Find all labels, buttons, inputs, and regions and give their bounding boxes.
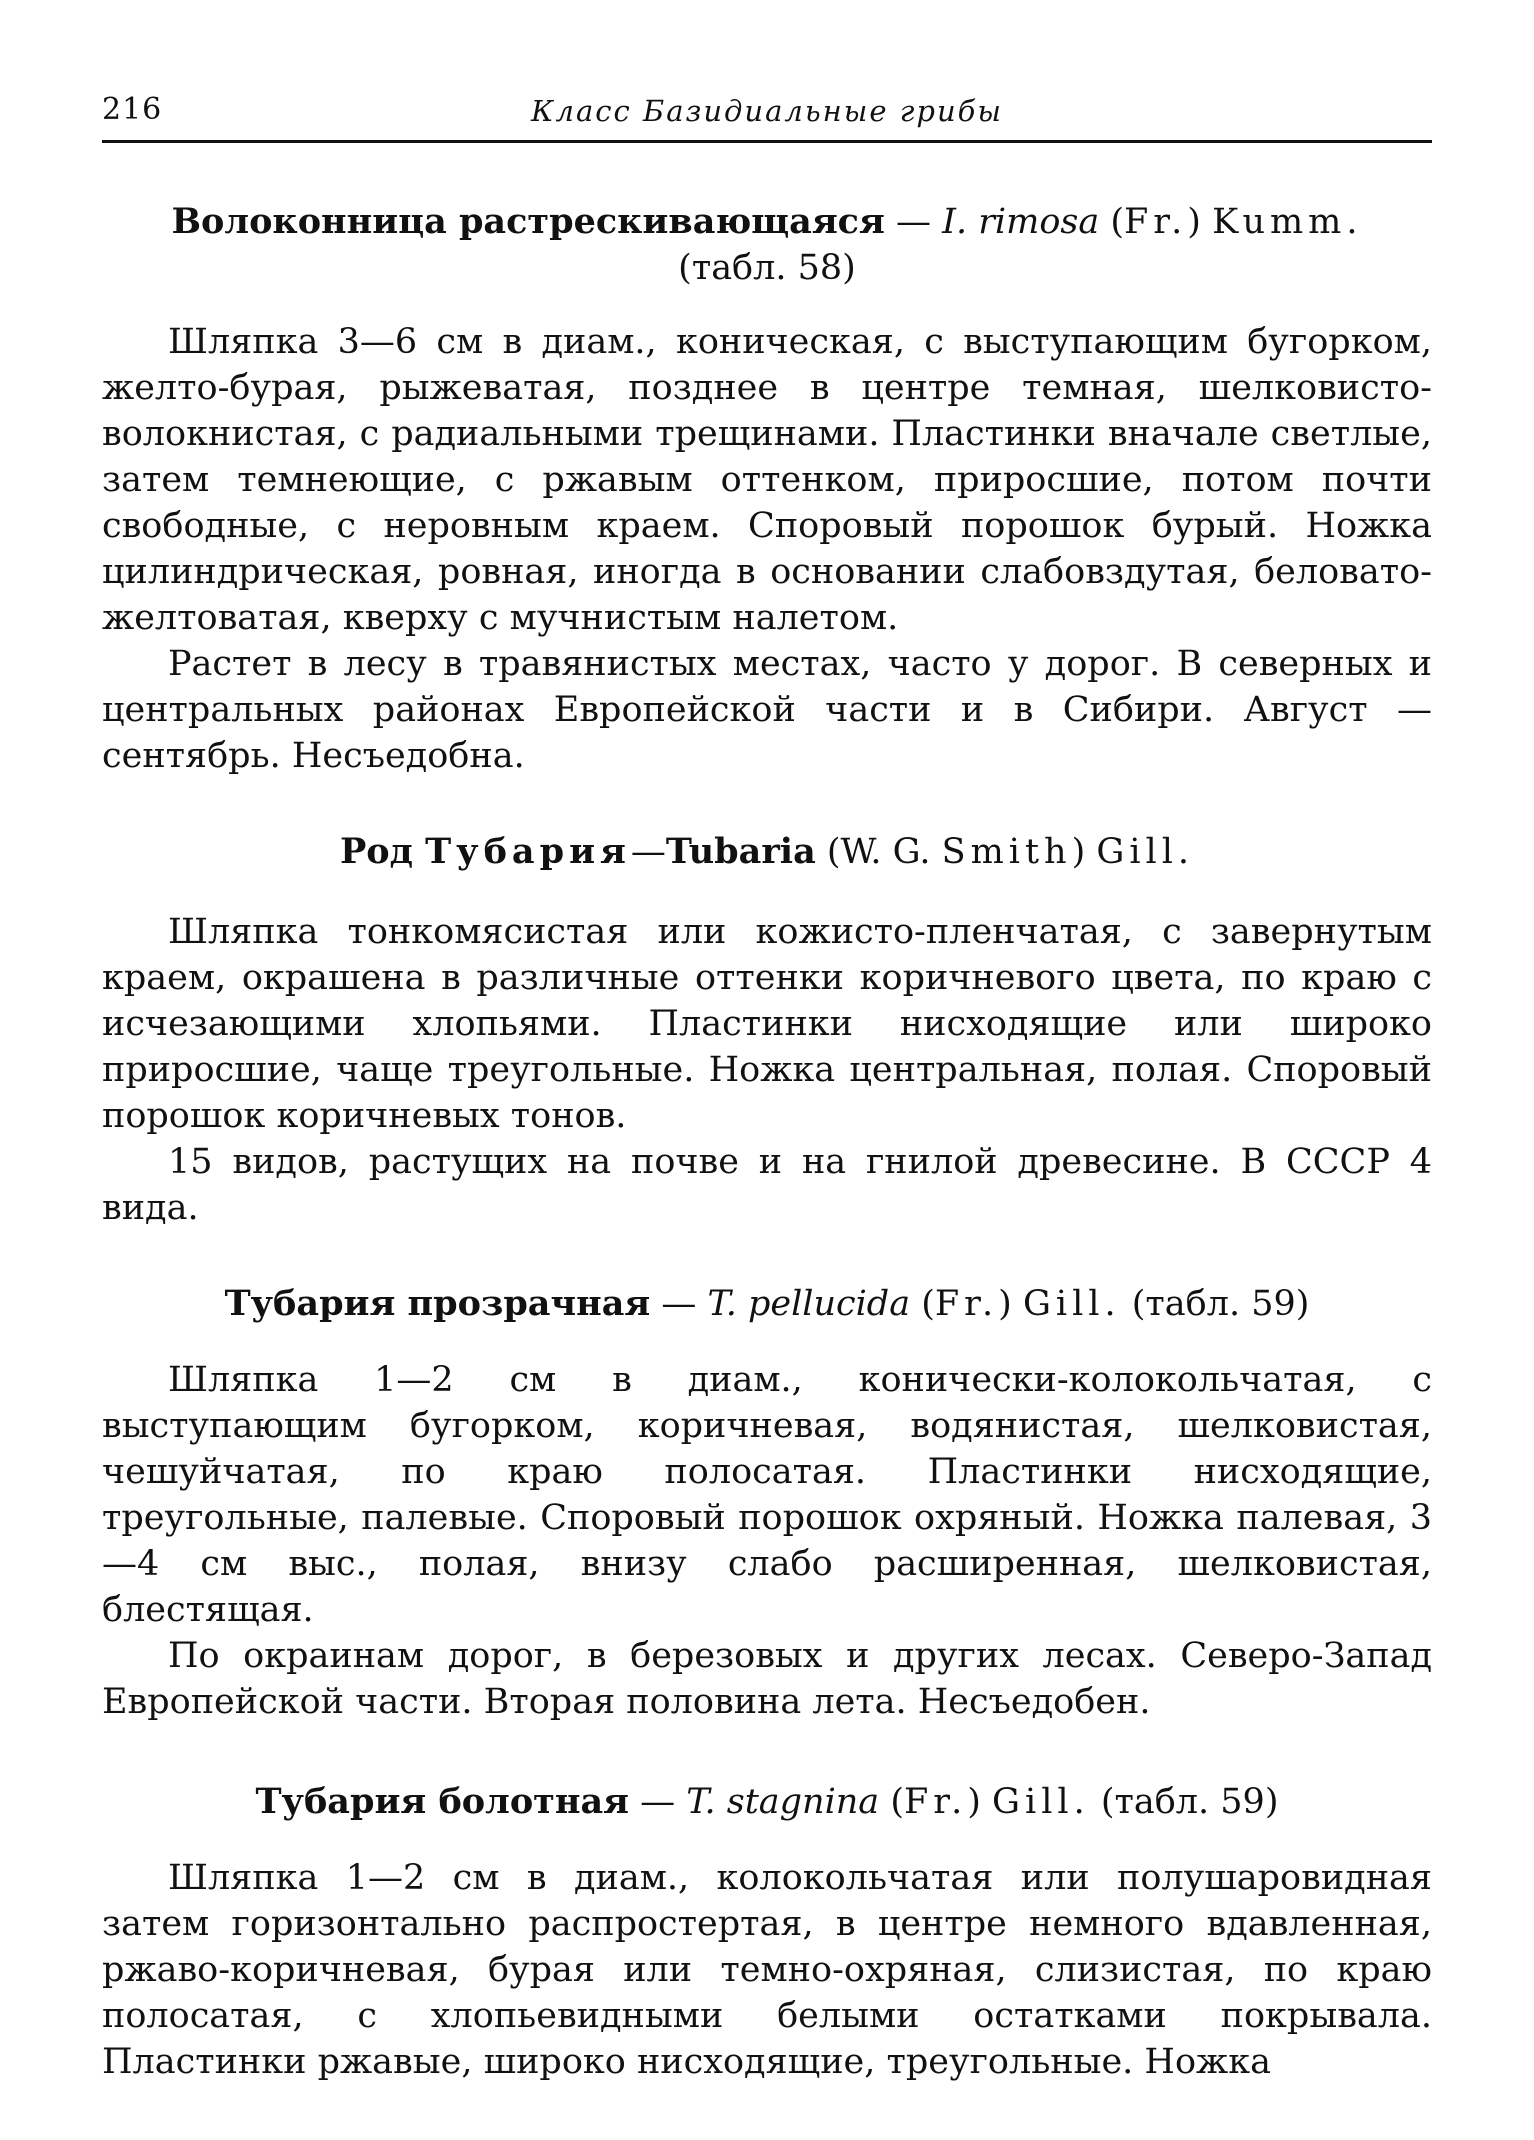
- species-name-ru: Волоконница растрескивающаяся: [171, 201, 885, 242]
- description-paragraph: Шляпка 1—2 см в диам., конически-колокольчатая, с выступающим бугорком, коричневая, водянистая, шелковистая, чешуйчатая, по краю полосатая. Пластинки нисходящие, треугольные, палевые. Споровый порошок охряный. Ножка палевая, 3—4 см выс., полая, внизу слабо расширенная, шелковистая, блестящая.: [102, 1360, 1432, 1630]
- author-abbrev: Fr.: [934, 1284, 999, 1324]
- species-name-ru: Тубария болотная: [255, 1781, 630, 1822]
- page-number: 216: [102, 92, 163, 127]
- species-heading-pellucida: [102, 1281, 1432, 1327]
- author-name: Kumm.: [1212, 202, 1363, 242]
- dash: —: [884, 202, 943, 242]
- author-name: Gill.: [1096, 832, 1195, 872]
- species-name-ru: Тубария прозрачная: [224, 1283, 651, 1324]
- paren: ): [967, 1782, 993, 1822]
- genus-species-count-paragraph: 15 видов, растущих на почве и на гнилой древесине. В СССР 4 вида.: [102, 1142, 1432, 1228]
- habitat-paragraph: Растет в лесу в травянистых местах, часто у дорог. В северных и центральных районах Европейской части и в Сибири. Август — сентябрь. Несъедобна.: [102, 644, 1432, 776]
- book-page: [102, 88, 1432, 2085]
- author-name: Smith: [941, 832, 1072, 872]
- species-name-lat: T. stagnina: [686, 1782, 880, 1822]
- dash: —: [630, 832, 666, 872]
- genus-heading-tubaria: [102, 829, 1432, 875]
- page-header: [102, 88, 1432, 143]
- author-name: Gill.: [1022, 1284, 1121, 1324]
- table-reference: (табл. 59): [1089, 1782, 1279, 1822]
- running-title: Класс Базидиальные грибы: [531, 94, 1003, 128]
- genus-name-lat: Tubaria: [665, 831, 816, 872]
- paren: (W. G.: [815, 832, 942, 872]
- description-paragraph: Шляпка 1—2 см в диам., колокольчатая или полушаровидная затем горизонтально распростертая, в центре немного вдавленная, ржаво-коричневая, бурая или темно-охряная, слизистая, по краю полосатая, с хлопьевидными белыми остатками покрывала. Пластинки ржавые, широко нисходящие, треугольные. Ножка: [102, 1858, 1432, 2082]
- genus-description-paragraph: Шляпка тонкомясистая или кожисто-пленчатая, с завернутым краем, окрашена в различные оттенки коричневого цвета, по краю с исчезающими хлопьями. Пластинки нисходящие или широко приросшие, чаще треугольные. Ножка центральная, полая. Споровый порошок коричневых тонов.: [102, 912, 1432, 1136]
- species-name-lat: I. rimosa: [942, 202, 1100, 242]
- table-reference: (табл. 59): [1120, 1284, 1310, 1324]
- genus-label: Род: [339, 831, 426, 872]
- paren: (: [879, 1782, 904, 1822]
- paren: ): [1187, 202, 1213, 242]
- paren: (: [910, 1284, 935, 1324]
- author-abbrev: Fr.: [1124, 202, 1188, 242]
- species-heading-rimosa: [102, 199, 1432, 245]
- paren: ): [1071, 832, 1097, 872]
- paren: (: [1099, 202, 1124, 242]
- dash: —: [629, 1782, 687, 1822]
- genus-name-ru: Тубария: [425, 831, 631, 872]
- paren: ): [998, 1284, 1023, 1324]
- author-name: Gill.: [992, 1782, 1090, 1822]
- species-heading-stagnina: [102, 1779, 1432, 1825]
- species-name-lat: T. pellucida: [707, 1284, 911, 1324]
- table-reference: (табл. 58): [678, 248, 856, 288]
- habitat-paragraph: По окраинам дорог, в березовых и других лесах. Северо-Запад Европейской части. Вторая половина лета. Несъедобен.: [102, 1636, 1432, 1722]
- author-abbrev: Fr.: [903, 1782, 968, 1822]
- dash: —: [650, 1284, 708, 1324]
- description-paragraph: Шляпка 3—6 см в диам., коническая, с выступающим бугорком, желто-бурая, рыжеватая, позднее в центре темная, шелковисто-волокнистая, с радиальными трещинами. Пластинки вначале светлые, затем темнеющие, с ржавым оттенком, приросшие, потом почти свободные, с неровным краем. Споровый порошок бурый. Ножка цилиндрическая, ровная, иногда в основании слабовздутая, беловато-желтоватая, кверху с мучнистым налетом.: [102, 322, 1432, 638]
